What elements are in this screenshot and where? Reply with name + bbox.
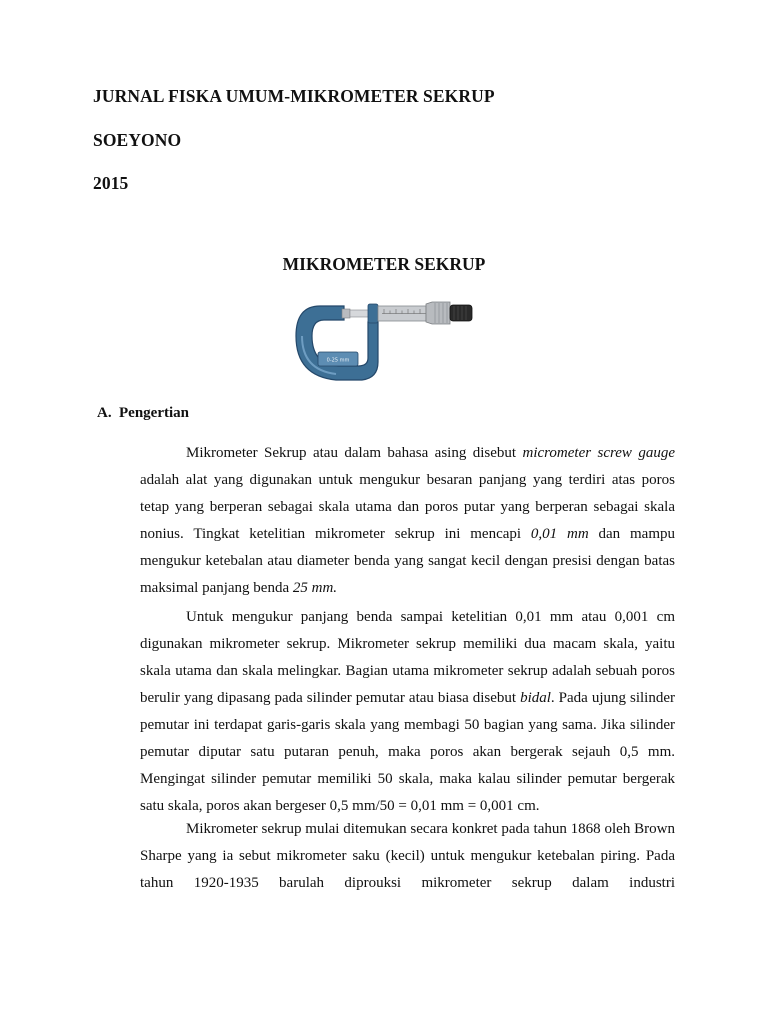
journal-title: JURNAL FISKA UMUM-MIKROMETER SEKRUP	[93, 86, 495, 106]
section-number: A.	[97, 405, 112, 421]
paragraph-text: Untuk mengukur panjang benda sampai ketelitian 0,01 mm atau 0,001 cm digunakan mikrometer sekrup. Mikrometer sekrup memiliki dua macam skala, yaitu skala utama dan skala melingkar. Bagian utama mikrometer sekrup adalah sebuah poros berulir yang dipasang pada silinder pemutar atau biasa disebut	[140, 609, 675, 706]
paragraph-text: Mikrometer Sekrup atau dalam bahasa asing disebut	[186, 445, 523, 461]
section-label: Pengertian	[119, 405, 189, 421]
emphasis-text: micrometer screw gauge	[522, 445, 676, 461]
publication-year: 2015	[93, 173, 129, 193]
section-heading-pengertian	[97, 405, 189, 422]
emphasis-text: 25 mm.	[292, 580, 338, 596]
micrometer-screw-gauge-illustration	[290, 292, 480, 392]
paragraph-text: adalah alat yang digunakan untuk mengukur besaran panjang yang terdiri atas poros tetap yang berperan sebagai skala utama dan poros putar yang berperan sebagai skala nonius. Tingkat ketelitian mikrometer sekrup ini mencapi	[140, 472, 675, 542]
paragraph-measurement	[140, 604, 675, 820]
paragraph-text: Mikrometer sekrup mulai ditemukan secara konkret pada tahun 1868 oleh Brown Sharpe yang ia sebut mikrometer saku (kecil) untuk mengukur ketebalan piring. Pada tahun 1920-1935 barulah diprouksi mikrometer sekrup dalam industri	[140, 821, 675, 891]
paragraph-text: dan mampu mengukur ketebalan atau diameter benda yang sangat kecil dengan presisi dengan batas maksimal panjang benda	[140, 526, 676, 596]
author-name: SOEYONO	[93, 130, 182, 150]
emphasis-text: 0,01 mm	[530, 526, 589, 542]
paragraph-history	[140, 816, 675, 897]
paragraph-definition	[140, 440, 675, 602]
emphasis-text: bidal	[520, 690, 551, 706]
main-title: MIKROMETER SEKRUP	[282, 254, 486, 274]
paragraph-text: . Pada ujung silinder pemutar ini terdapat garis-garis skala yang membagi 50 bagian yang sama. Jika silinder pemutar diputar satu putaran penuh, maka poros akan bergerak sejauh 0,5 mm. Mengingat silinder pemutar memiliki 50 skala, maka kalau silinder pemutar bergerak satu skala, poros akan bergeser 0,5 mm/50 = 0,01 mm = 0,001 cm.	[140, 690, 675, 814]
svg-text:0-25 mm: 0-25 mm	[326, 357, 350, 364]
micrometer-image	[290, 292, 480, 392]
